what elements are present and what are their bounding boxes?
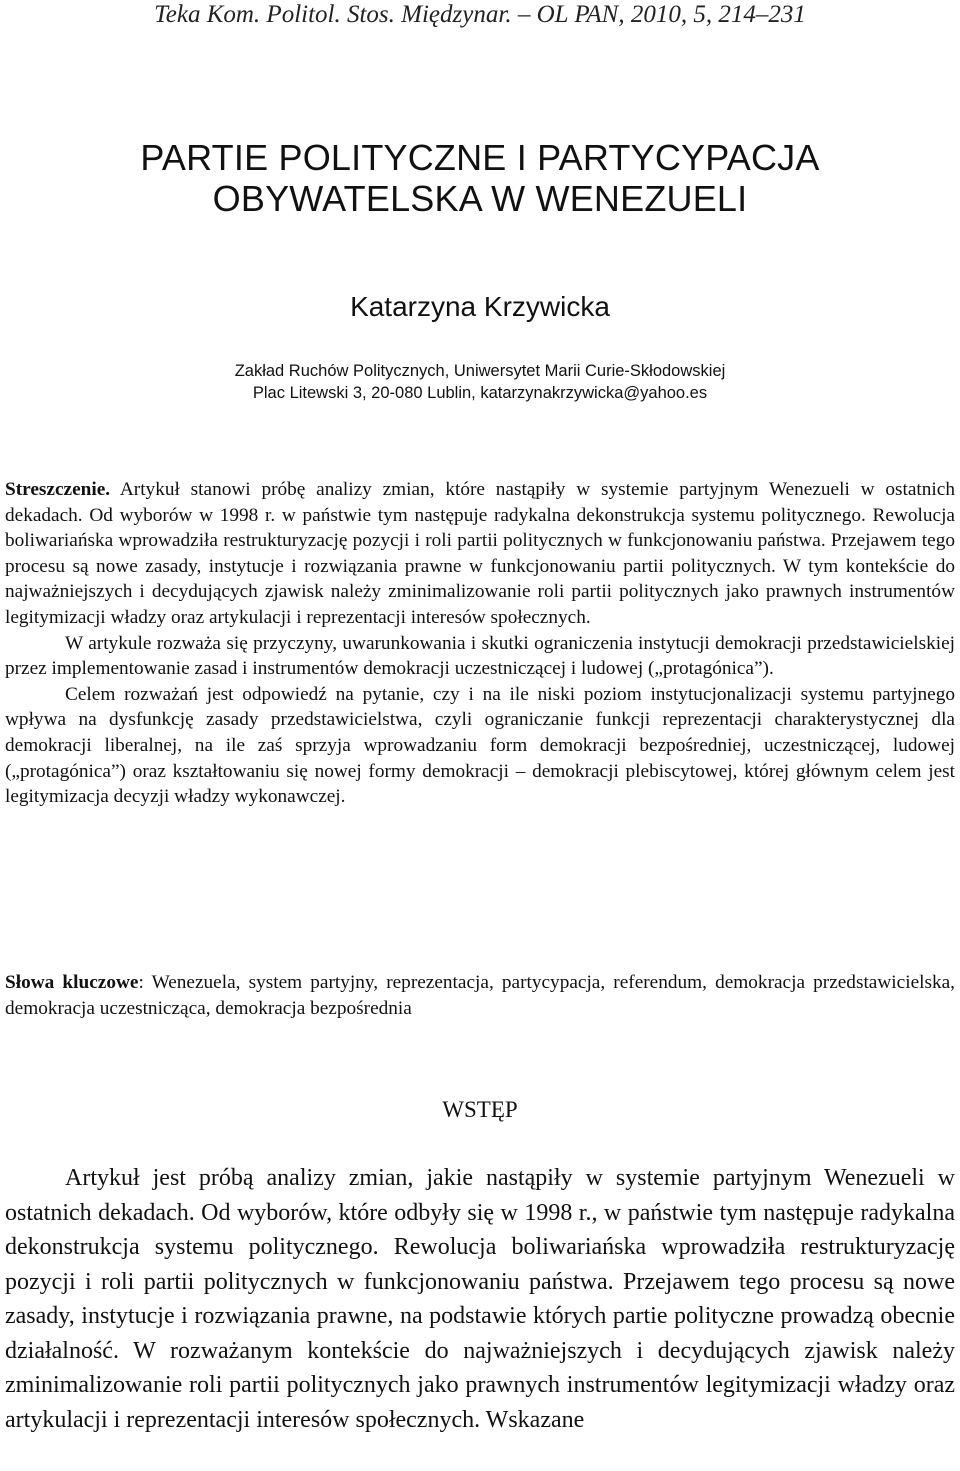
body-paragraph-1: Artykuł jest próbą analizy zmian, jakie nastąpiły w systemie partyjnym Wenezueli w ostatnich dekadach. Od wyborów, które odbyły się w 1998 r., w państwie tym następuje radykalna dekonstrukcja systemu politycznego. Rewolucja boliwariańska wprowadziła restrukturyzację pozycji i roli partii politycznych w funkcjonowaniu państwa. Przejawem tego procesu są nowe zasady, instytucje i rozwiązania prawne, na podstawie których partie polityczne prowadzą obecnie działalność. W rozważanym kontekście do najważniejszych i decydujących zjawisk należy zminimalizowanie roli partii politycznych jako prawnych instrumentów legitymizacji władzy oraz artykulacji i reprezentacji interesów społecznych. Wskazane	[5, 1165, 955, 1433]
author-name: Katarzyna Krzywicka	[350, 291, 610, 322]
journal-citation: Teka Kom. Politol. Stos. Międzynar. – OL PAN, 2010, 5, 214–231	[154, 1, 806, 28]
abstract-paragraph-3: Celem rozważań jest odpowiedź na pytanie, czy i na ile niski poziom instytucjonalizacji systemu partyjnego wpływa na dysfunkcję zasady przedstawicielstwa, czyli ograniczanie funkcji reprezentacji charakterystycznej dla demokracji liberalnej, na ile zaś sprzyja wprowadzaniu form demokracji bezpośredniej, uczestniczącej, ludowej („protagónica”) oraz kształtowaniu się nowej formy demokracji – demokracji plebiscytowej, której głównym celem jest legitymizacja decyzji władzy wykonawczej.	[5, 683, 955, 808]
title-line-1: PARTIE POLITYCZNE I PARTYCYPACJA	[140, 137, 820, 178]
abstract	[5, 477, 955, 810]
abstract-text-1: Artykuł stanowi próbę analizy zmian, które nastąpiły w systemie partyjnym Wenezueli w ostatnich dekadach. Od wyborów w 1998 r. w państwie tym następuje radykalna dekonstrukcja systemu politycznego. Rewolucja boliwariańska wprowadziła restrukturyzację pozycji i roli partii politycznych w funkcjonowaniu państwa. Przejawem tego procesu są nowe zasady, instytucje i rozwiązania prawne w funkcjonowaniu partii politycznych. W tym kontekście do najważniejszych i decydujących zjawisk należy zminimalizowanie roli partii politycznych jako prawnych instrumentów legitymizacji władzy oraz artykulacji i reprezentacji interesów społecznych.	[5, 479, 955, 628]
keywords-text: : Wenezuela, system partyjny, reprezentacja, partycypacja, referendum, demokracja przedstawicielska, demokracja uczestnicząca, demokracja bezpośrednia	[5, 972, 956, 1019]
abstract-label: Streszczenie.	[5, 479, 111, 500]
section-heading: WSTĘP	[442, 1097, 518, 1122]
article-title	[0, 137, 960, 219]
keywords-label: Słowa kluczowe	[5, 972, 139, 993]
abstract-paragraph-2: W artykule rozważa się przyczyny, uwarunkowania i skutki ograniczenia instytucji demokracji przedstawicielskiej przez implementowanie zasad i instrumentów demokracji uczestniczącej i ludowej („protagónica”).	[5, 632, 955, 680]
affiliation-line-2: Plac Litewski 3, 20-080 Lublin, katarzynakrzywicka@yahoo.es	[252, 384, 708, 402]
title-line-2: OBYWATELSKA W WENEZUELI	[212, 178, 748, 219]
affiliation-line-1: Zakład Ruchów Politycznych, Uniwersytet Marii Curie-Skłodowskiej	[234, 362, 726, 380]
author-affiliation	[0, 360, 960, 404]
keywords	[5, 970, 955, 1021]
abstract-paragraph-1	[5, 477, 955, 631]
